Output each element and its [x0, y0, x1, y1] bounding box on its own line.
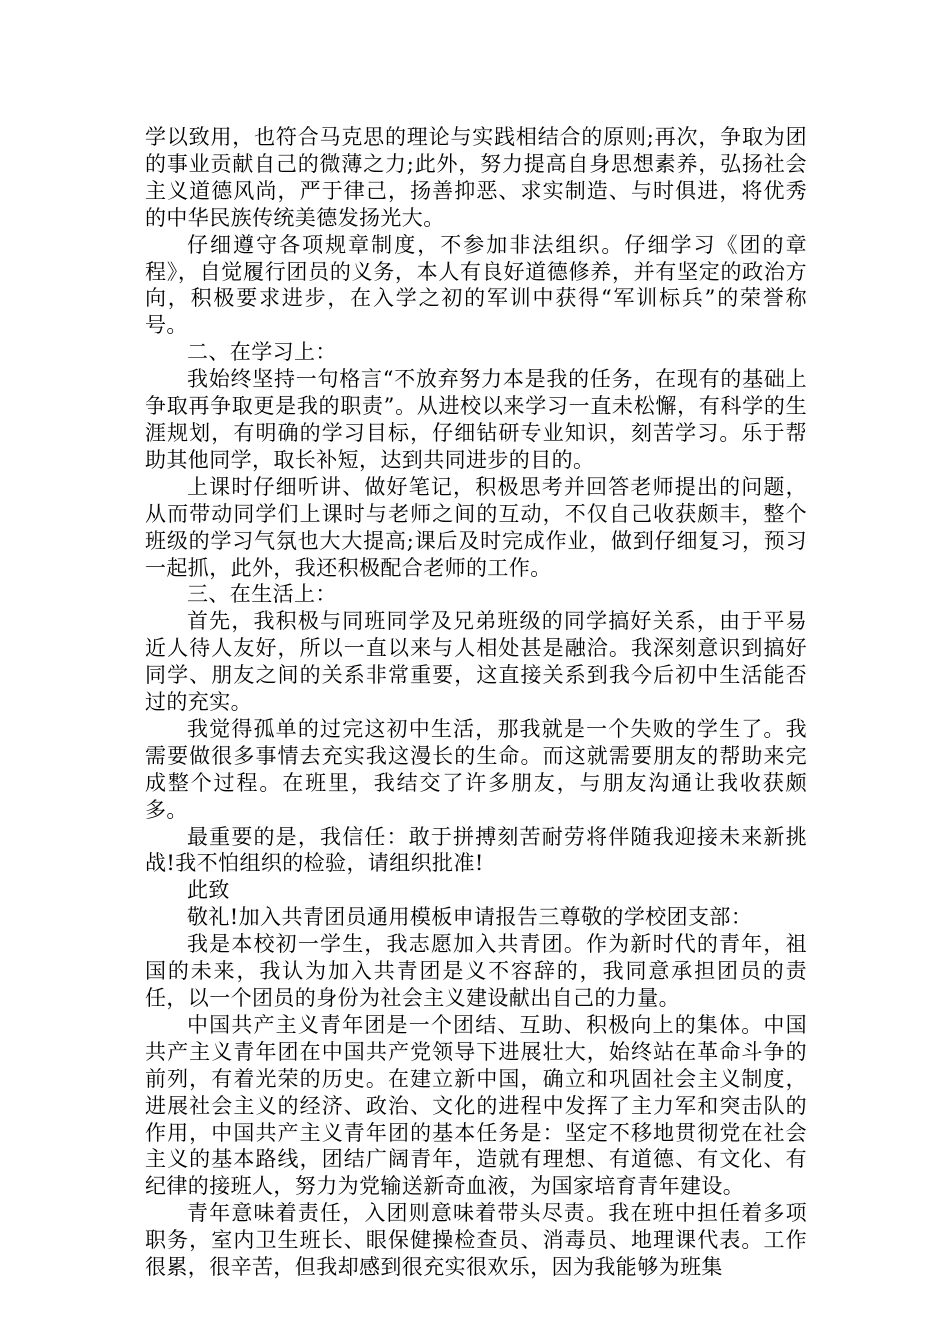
closing-line: 此致: [187, 878, 230, 903]
paragraph: 我是本校初一学生，我志愿加入共青团。作为新时代的青年，祖国的未来，我认为加入共青团是义不容辞的，我同意承担团员的责任，以一个团员的身份为社会主义建设献出自己的力量。: [145, 932, 807, 1010]
paragraph: 首先，我积极与同班同学及兄弟班级的同学搞好关系，由于平易近人待人友好，所以一直以来与人相处甚是融洽。我深刻意识到搞好同学、朋友之间的关系非常重要，这直接关系到我今后初中生活能否过的充实。: [145, 609, 807, 715]
paragraph: 最重要的是，我信任：敢于拼搏刻苦耐劳将伴随我迎接未来新挑战!我不怕组织的检验，请组织批准!: [145, 824, 807, 876]
salutation-line: 敬礼!加入共青团员通用模板申请报告三尊敬的学校团支部：: [187, 905, 753, 930]
paragraph: 学以致用，也符合马克思的理论与实践相结合的原则;再次，争取为团的事业贡献自己的微薄之力;此外，努力提高自身思想素养，弘扬社会主义道德风尚，严于律己，扬善抑恶、求实制造、与时俱进，将优秀的中华民族传统美德发扬光大。: [145, 125, 807, 230]
paragraph: 青年意味着责任，入团则意味着带头尽责。我在班中担任着多项职务，室内卫生班长、眼保健操检查员、消毒员、地理课代表。工作很累，很辛苦，但我却感到很充实很欢乐，因为我能够为班集: [145, 1201, 807, 1280]
document-body: [145, 124, 807, 1281]
paragraph: 中国共产主义青年团是一个团结、互助、积极向上的集体。中国共产主义青年团在中国共产党领导下进展壮大，始终站在革命斗争的前列，有着光荣的历史。在建立新中国，确立和巩固社会主义制度，进展社会主义的经济、政治、文化的进程中发挥了主力军和突击队的作用，中国共产主义青年团的基本任务是：坚定不移地贯彻党在社会主义的基本路线，团结广阔青年，造就有理想、有道德、有文化、有纪律的接班人，努力为党输送新奇血液，为国家培育青年建设。: [145, 1012, 807, 1199]
paragraph: 仔细遵守各项规章制度，不参加非法组织。仔细学习《团的章程》，自觉履行团员的义务，本人有良好道德修养，并有坚定的政治方向，积极要求进步，在入学之初的军训中获得“军训标兵”的荣誉称号。: [145, 232, 807, 338]
paragraph: 上课时仔细听讲、做好笔记，积极思考并回答老师提出的问题，从而带动同学们上课时与老师之间的互动，不仅自己收获颇丰，整个班级的学习气氛也大大提高;课后及时完成作业，做到仔细复习，预习一起抓，此外，我还积极配合老师的工作。: [145, 474, 807, 580]
section-heading: 二、在学习上：: [187, 340, 337, 365]
paragraph: 我觉得孤单的过完这初中生活，那我就是一个失败的学生了。我需要做很多事情去充实我这漫长的生命。而这就需要朋友的帮助来完成整个过程。在班里，我结交了许多朋友，与朋友沟通让我收获颇多。: [145, 716, 807, 822]
paragraph: 我始终坚持一句格言“不放弃努力本是我的任务，在现有的基础上争取再争取更是我的职责”。从进校以来学习一直未松懈，有科学的生涯规划，有明确的学习目标，仔细钻研专业知识，刻苦学习。乐于帮助其他同学，取长补短，达到共同进步的目的。: [145, 367, 807, 472]
section-heading: 三、在生活上：: [187, 582, 337, 607]
